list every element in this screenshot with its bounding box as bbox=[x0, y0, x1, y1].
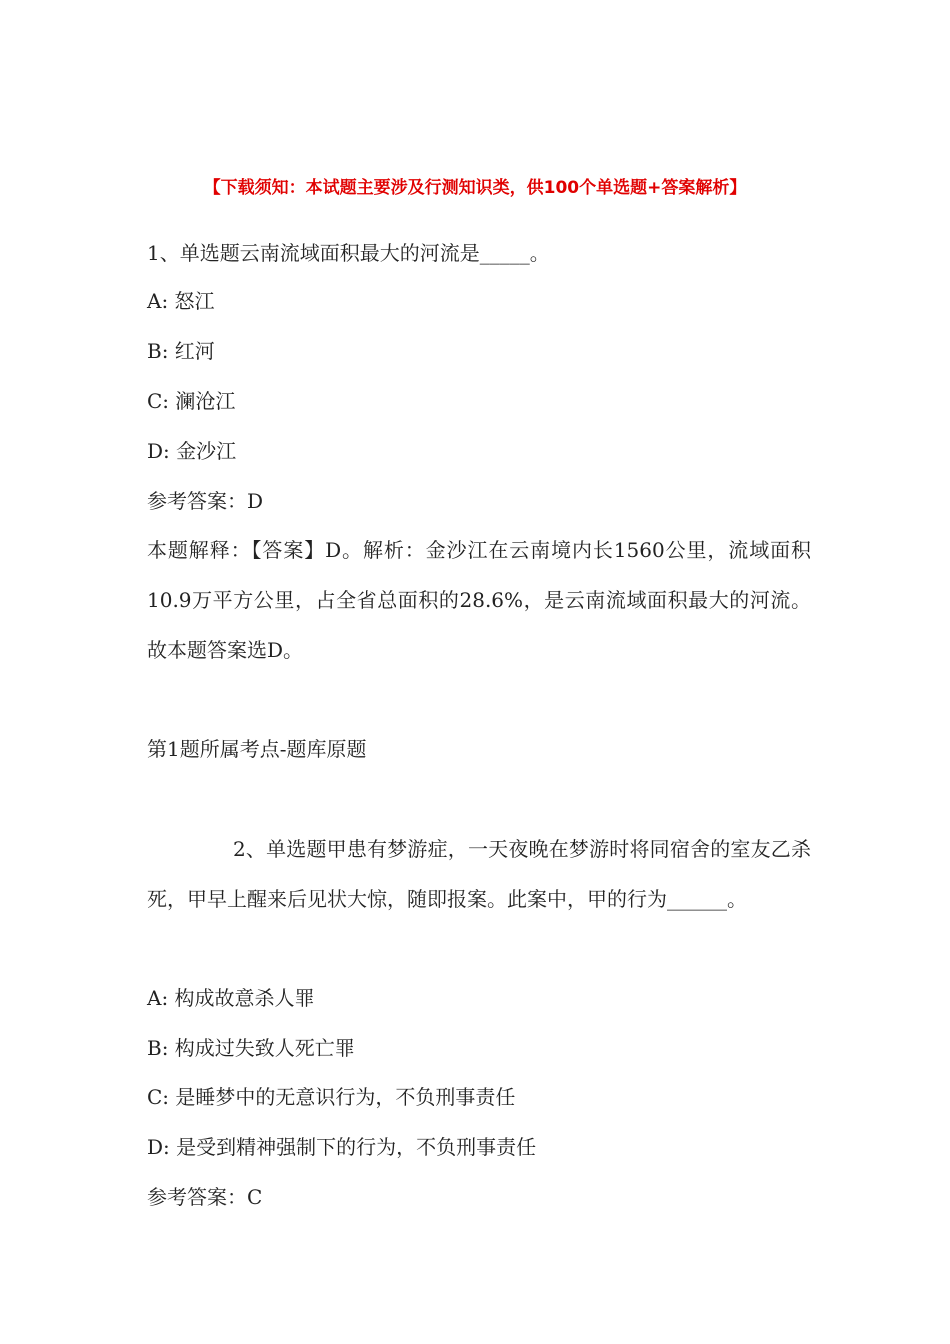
question-1-answer: 参考答案：D bbox=[147, 489, 264, 513]
question-1-explanation: 本题解释：【答案】D。解析：金沙江在云南境内长1560公里，流域面积10.9万平方公里，占全省总面积的28.6%，是云南流域面积最大的河流。故本题答案选D。 bbox=[147, 538, 811, 662]
question-2-answer: 参考答案：C bbox=[147, 1185, 263, 1209]
question-1-option-a: A: 怒江 bbox=[147, 289, 215, 313]
question-1-topic: 第1题所属考点-题库原题 bbox=[147, 737, 367, 761]
question-2-option-a: A: 构成故意杀人罪 bbox=[147, 986, 315, 1010]
question-1-text: 1、单选题云南流域面积最大的河流是_____。 bbox=[147, 241, 550, 265]
question-2-option-d: D: 是受到精神强制下的行为，不负刑事责任 bbox=[147, 1135, 537, 1159]
question-2-option-c: C: 是睡梦中的无意识行为，不负刑事责任 bbox=[147, 1085, 516, 1109]
question-1-option-b: B: 红河 bbox=[147, 339, 215, 363]
question-1-option-d: D: 金沙江 bbox=[147, 439, 237, 463]
question-1-option-c: C: 澜沧江 bbox=[147, 389, 236, 413]
download-notice: 【下载须知：本试题主要涉及行测知识类，供100个单选题+答案解析】 bbox=[203, 178, 747, 198]
question-2-text: 2、单选题甲患有梦游症，一天夜晚在梦游时将同宿舍的室友乙杀死，甲早上醒来后见状大惊，随即报案。此案中，甲的行为______。 bbox=[147, 837, 811, 911]
question-2-option-b: B: 构成过失致人死亡罪 bbox=[147, 1036, 355, 1060]
